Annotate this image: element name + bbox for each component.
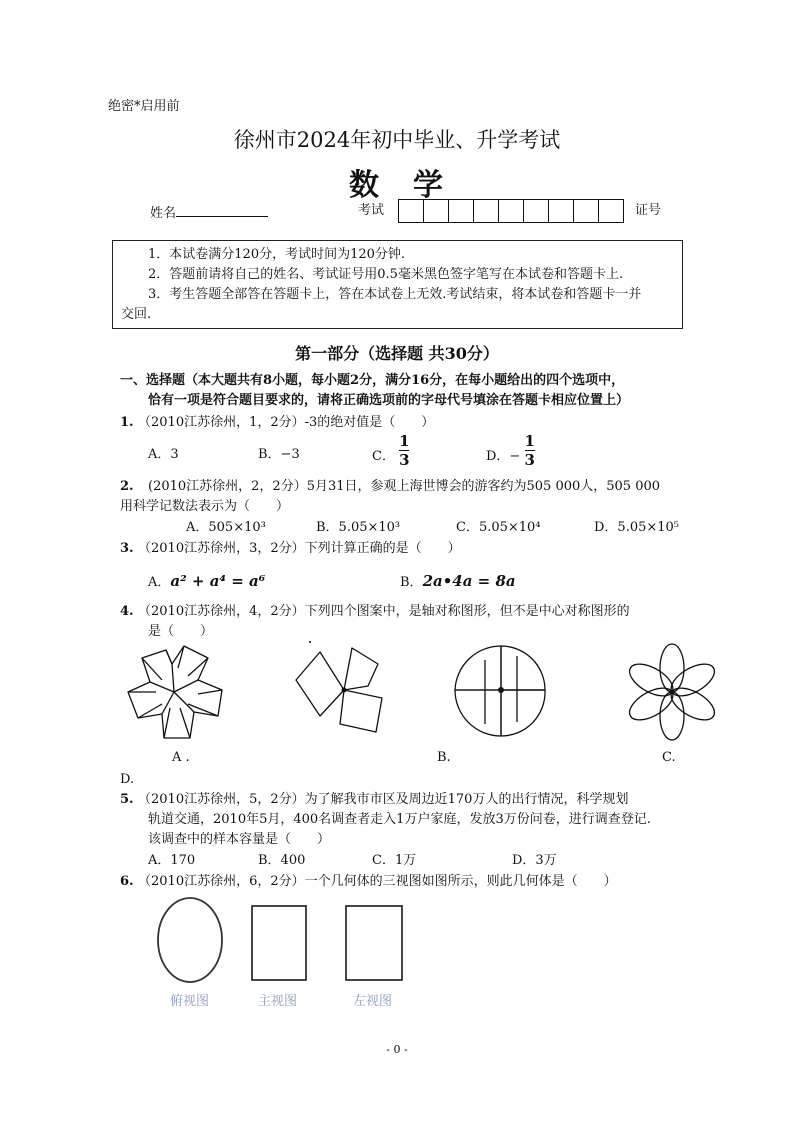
view-label-left: 左视图 xyxy=(353,994,393,1009)
name-row xyxy=(150,202,268,223)
denominator: 3 xyxy=(524,451,535,469)
page-number: - 0 - xyxy=(386,1043,408,1056)
q1-number: 1. xyxy=(120,415,134,430)
section-instruction-1: 一、选择题（本大题共有8小题，每小题2分，满分16分，在每小题给出的四个选项中， xyxy=(120,373,625,388)
q6-number: 6. xyxy=(120,874,134,889)
q5-option-b[interactable]: B．400 xyxy=(258,853,306,868)
q4-option-b[interactable]: B. xyxy=(437,750,451,765)
q5-option-c[interactable]: C．1万 xyxy=(372,853,417,868)
q1-option-a[interactable]: A．3 xyxy=(148,447,179,462)
notice-box xyxy=(112,240,683,329)
q2-stem-2: 用科学记数法表示为（ ） xyxy=(120,499,290,514)
section-instruction-2: 恰有一项是符合题目要求的，请将正确选项前的字母代号填涂在答题卡相应位置上） xyxy=(148,393,630,408)
q4-number: 4. xyxy=(120,604,134,619)
q4-stem-2: 是（ ） xyxy=(148,624,214,639)
notice-item-3: 3．考生答题全部答在答题卡上，答在本试卷上无效.考试结束，将本试卷和答题卡一并 xyxy=(148,287,642,302)
exam-label: 考试 xyxy=(358,203,385,218)
q1-option-d[interactable] xyxy=(486,432,535,469)
subject-title: 数 学 xyxy=(349,168,445,203)
id-cell[interactable] xyxy=(574,200,599,222)
notice-item-1: 1．本试卷满分120分，考试时间为120分钟. xyxy=(148,247,406,262)
q5-number: 5. xyxy=(120,792,134,807)
numerator: 1 xyxy=(524,432,535,450)
q3-option-a[interactable] xyxy=(148,572,265,592)
q1-option-b[interactable]: B．−3 xyxy=(258,447,300,462)
q5-stem-2: 轨道交通，2010年5月，400名调查者走入1万户家庭，发放3万份问卷，进行调查登记. xyxy=(148,812,651,827)
q5-stem-3: 该调查中的样本容量是（ ） xyxy=(148,832,331,847)
view-label-front: 主视图 xyxy=(258,994,298,1009)
q3-stem: （2010江苏徐州，3，2分）下列计算正确的是（ ） xyxy=(138,541,461,556)
top-view-ellipse xyxy=(156,896,226,984)
exam-id-grid[interactable] xyxy=(398,199,624,223)
fraction xyxy=(524,434,534,467)
left-view-rect xyxy=(344,904,404,984)
q2-stem-1: (2010江苏徐州，2，2分）5月31日，参观上海世博会的游客约为505 000人，505 000 xyxy=(148,479,661,494)
q5-option-a[interactable]: A．170 xyxy=(148,853,196,868)
numerator: 1 xyxy=(399,432,410,450)
q5-stem-1: （2010江苏徐州，5，2分）为了解我市市区及周边近170万人的出行情况，科学规划 xyxy=(138,792,629,807)
q4-stem-1: （2010江苏徐州，4，2分）下列四个图案中，是轴对称图形，但不是中心对称图形的 xyxy=(138,604,630,619)
q4-option-c[interactable]: C. xyxy=(662,750,676,765)
id-cell[interactable] xyxy=(524,200,549,222)
q4-option-d[interactable]: D. xyxy=(120,772,135,787)
q3-option-a-label: A． xyxy=(148,575,171,590)
notice-item-4: 交回. xyxy=(121,307,152,322)
denominator: 3 xyxy=(399,451,410,469)
q1-stem: （2010江苏徐州，1，2分）-3的绝对值是（ ） xyxy=(138,415,435,430)
q1-option-d-label: D．− xyxy=(486,449,521,464)
part1-title: 第一部分（选择题 共30分） xyxy=(295,344,499,363)
fraction xyxy=(399,434,409,467)
q2-option-c[interactable]: C．5.05×10⁴ xyxy=(456,520,541,535)
q4-option-a[interactable]: A . xyxy=(172,750,190,765)
q1-option-c-label: C． xyxy=(372,449,395,464)
q4-figure-d xyxy=(624,644,720,740)
name-label: 姓名 xyxy=(150,206,177,221)
confidential-label: 绝密*启用前 xyxy=(108,99,180,114)
view-label-top: 俯视图 xyxy=(170,994,210,1009)
notice-item-2: 2．答题前请将自己的姓名、考试证号用0.5毫米黑色签字笔写在本试卷和答题卡上. xyxy=(148,267,624,282)
front-view-rect xyxy=(250,904,310,984)
id-cell[interactable] xyxy=(424,200,449,222)
q3-number: 3. xyxy=(120,541,134,556)
id-cell[interactable] xyxy=(499,200,524,222)
q4-figure-c xyxy=(455,646,551,738)
id-cell[interactable] xyxy=(599,200,623,222)
q2-option-d[interactable]: D．5.05×10⁵ xyxy=(594,520,680,535)
q4-figure-b xyxy=(290,644,400,736)
q2-option-b[interactable]: B．5.05×10³ xyxy=(316,520,401,535)
q3-option-a-expr: a² + a⁴ = a⁶ xyxy=(170,572,266,590)
q6-stem: （2010江苏徐州，6，2分）一个几何体的三视图如图所示，则此几何体是（ ） xyxy=(138,874,617,889)
q3-option-b-expr: 2a•4a = 8a xyxy=(422,572,516,590)
q2-option-a[interactable]: A．505×10³ xyxy=(186,520,266,535)
id-cell[interactable] xyxy=(449,200,474,222)
q3-option-b-label: B． xyxy=(400,575,423,590)
q2-number: 2. xyxy=(120,479,134,494)
q5-option-d[interactable]: D．3万 xyxy=(512,853,557,868)
q1-option-c[interactable] xyxy=(372,432,410,469)
id-cell[interactable] xyxy=(549,200,574,222)
q3-option-b[interactable] xyxy=(400,572,516,592)
id-cell[interactable] xyxy=(399,200,424,222)
id-cell[interactable] xyxy=(474,200,499,222)
q4-figure-a xyxy=(122,646,222,740)
exam-title: 徐州市2024年初中毕业、升学考试 xyxy=(233,128,561,152)
cert-label: 证号 xyxy=(635,203,662,218)
name-blank[interactable] xyxy=(176,202,268,217)
